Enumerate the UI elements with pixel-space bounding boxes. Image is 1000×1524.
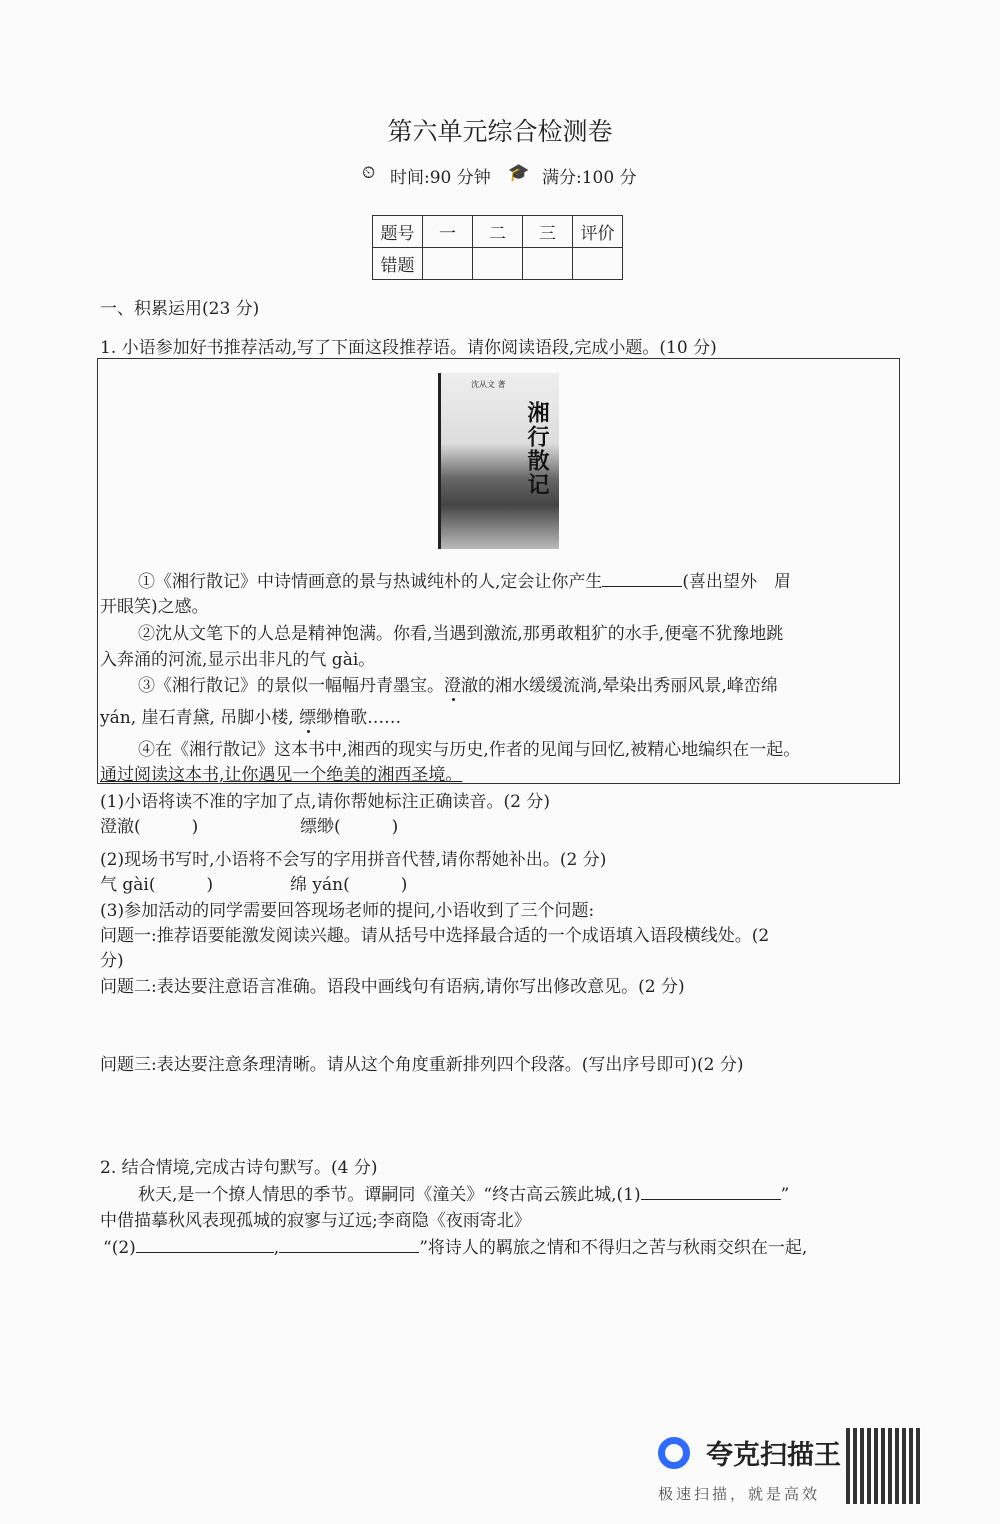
char-answer-1[interactable]: 气 gài( ) (100, 875, 214, 895)
text: ”将诗人的羁旅之情和不得归之苦与秋雨交织在一起, (419, 1238, 808, 1258)
answer-blank[interactable] (279, 1252, 419, 1253)
poem-line-3 (103, 1233, 807, 1258)
subquestion-1: (1)小语将读不准的字加了点,请你帮她标注正确读音。(2 分) (100, 792, 550, 812)
problem-2: 问题二:表达要注意语言准确。语段中画线句有语病,请你写出修改意见。(2 分) (100, 977, 685, 997)
text: 秋天,是一个撩人情思的季节。谭嗣同《潼关》“终古高云簇此城,(1) (138, 1185, 641, 1205)
dotted-char: 缥 (299, 708, 317, 728)
watermark-slogan: 极速扫描，就是高效 (658, 1485, 821, 1503)
text: ” (780, 1185, 790, 1205)
subquestion-3: (3)参加活动的同学需要回答现场老师的提问,小语收到了三个问题: (100, 901, 595, 921)
answer-blank[interactable] (641, 1199, 781, 1200)
paragraph-1 (138, 567, 791, 592)
answer-blank[interactable] (602, 586, 682, 587)
cell: 二 (473, 216, 523, 248)
text: (喜出望外 眉 (682, 572, 792, 592)
cell: 评价 (573, 216, 623, 248)
char-answer-2[interactable]: 绵 yán( ) (290, 875, 408, 895)
book-cover-image (438, 373, 559, 549)
watermark-name: 夸克扫描王 (706, 1440, 841, 1471)
scanner-logo-icon (658, 1437, 690, 1469)
cell (423, 248, 473, 280)
paragraph-2: ②沈从文笔下的人总是精神饱满。你看,当遇到激流,那勇敢粗犷的水手,便毫不犹豫地跳 (138, 624, 784, 644)
poem-line-2: 中借描摹秋风表现孤城的寂寥与辽远;李商隐《夜雨寄北》 (100, 1211, 531, 1231)
paragraph-3 (138, 671, 778, 696)
dotted-char: 澄 (444, 676, 461, 696)
poem-line-1 (138, 1180, 789, 1205)
problem-1: 问题一:推荐语要能激发阅读兴趣。请从括号中选择最合适的一个成语填入语段横线处。(2 (100, 926, 770, 946)
text: , (273, 1238, 280, 1258)
subquestion-2: (2)现场书写时,小语将不会写的字用拼音代替,请你帮她补出。(2 分) (100, 850, 607, 870)
cover-title: 湘行散记 (524, 401, 550, 497)
pinyin-answer-2[interactable]: 缥缈( ) (300, 817, 399, 837)
question-2: 2. 结合情境,完成古诗句默写。(4 分) (100, 1158, 378, 1178)
cell: 题号 (373, 216, 423, 248)
cell: 一 (423, 216, 473, 248)
answer-blank[interactable] (136, 1252, 274, 1253)
cell: 错题 (373, 248, 423, 280)
cover-author: 沈从文 著 (471, 380, 506, 389)
cell (573, 248, 623, 280)
paragraph-3-cont (100, 703, 401, 728)
question-1: 1. 小语参加好书推荐活动,写了下面这段推荐语。请你阅读语段,完成小题。(10 分) (100, 338, 717, 358)
text: ①《湘行散记》中诗情画意的景与热诚纯朴的人,定会让你产生 (138, 572, 603, 592)
time-limit: 时间:90 分钟 (390, 168, 491, 188)
problem-3: 问题三:表达要注意条理清晰。请从这个角度重新排列四个段落。(写出序号即可)(2 分) (100, 1055, 744, 1075)
cell: 三 (523, 216, 573, 248)
text: 缈橹歌…… (316, 708, 402, 728)
cap-icon: 🎓 (508, 163, 530, 183)
page-title: 第六单元综合检测卷 (387, 117, 613, 146)
text: 澈的湘水缓缓流淌,晕染出秀丽风景,峰峦绵 (461, 676, 778, 696)
full-score: 满分:100 分 (542, 168, 637, 188)
cell (523, 248, 573, 280)
pinyin-answer-1[interactable]: 澄澈( ) (100, 817, 199, 837)
section-heading: 一、积累运用(23 分) (100, 299, 260, 319)
text: “(2) (103, 1238, 136, 1258)
clock-icon: ⏲ (362, 163, 376, 183)
paragraph-1-cont: 开眼笑)之感。 (100, 597, 209, 617)
cell (473, 248, 523, 280)
score-table (372, 215, 623, 280)
underlined-sentence: 通过阅读这本书,让你遇见一个绝美的湘西圣境。 (100, 765, 463, 785)
text: yán, 崖石青黛, 吊脚小楼, (100, 708, 300, 728)
text: ③《湘行散记》的景似一幅幅丹青墨宝。 (138, 676, 444, 696)
paragraph-2-cont: 入奔涌的河流,显示出非凡的气 gài。 (100, 650, 376, 670)
qr-code-image (846, 1428, 922, 1504)
paragraph-4: ④在《湘行散记》这本书中,湘西的现实与历史,作者的见闻与回忆,被精心地编织在一起。 (138, 740, 801, 760)
problem-1-cont: 分) (100, 951, 124, 971)
